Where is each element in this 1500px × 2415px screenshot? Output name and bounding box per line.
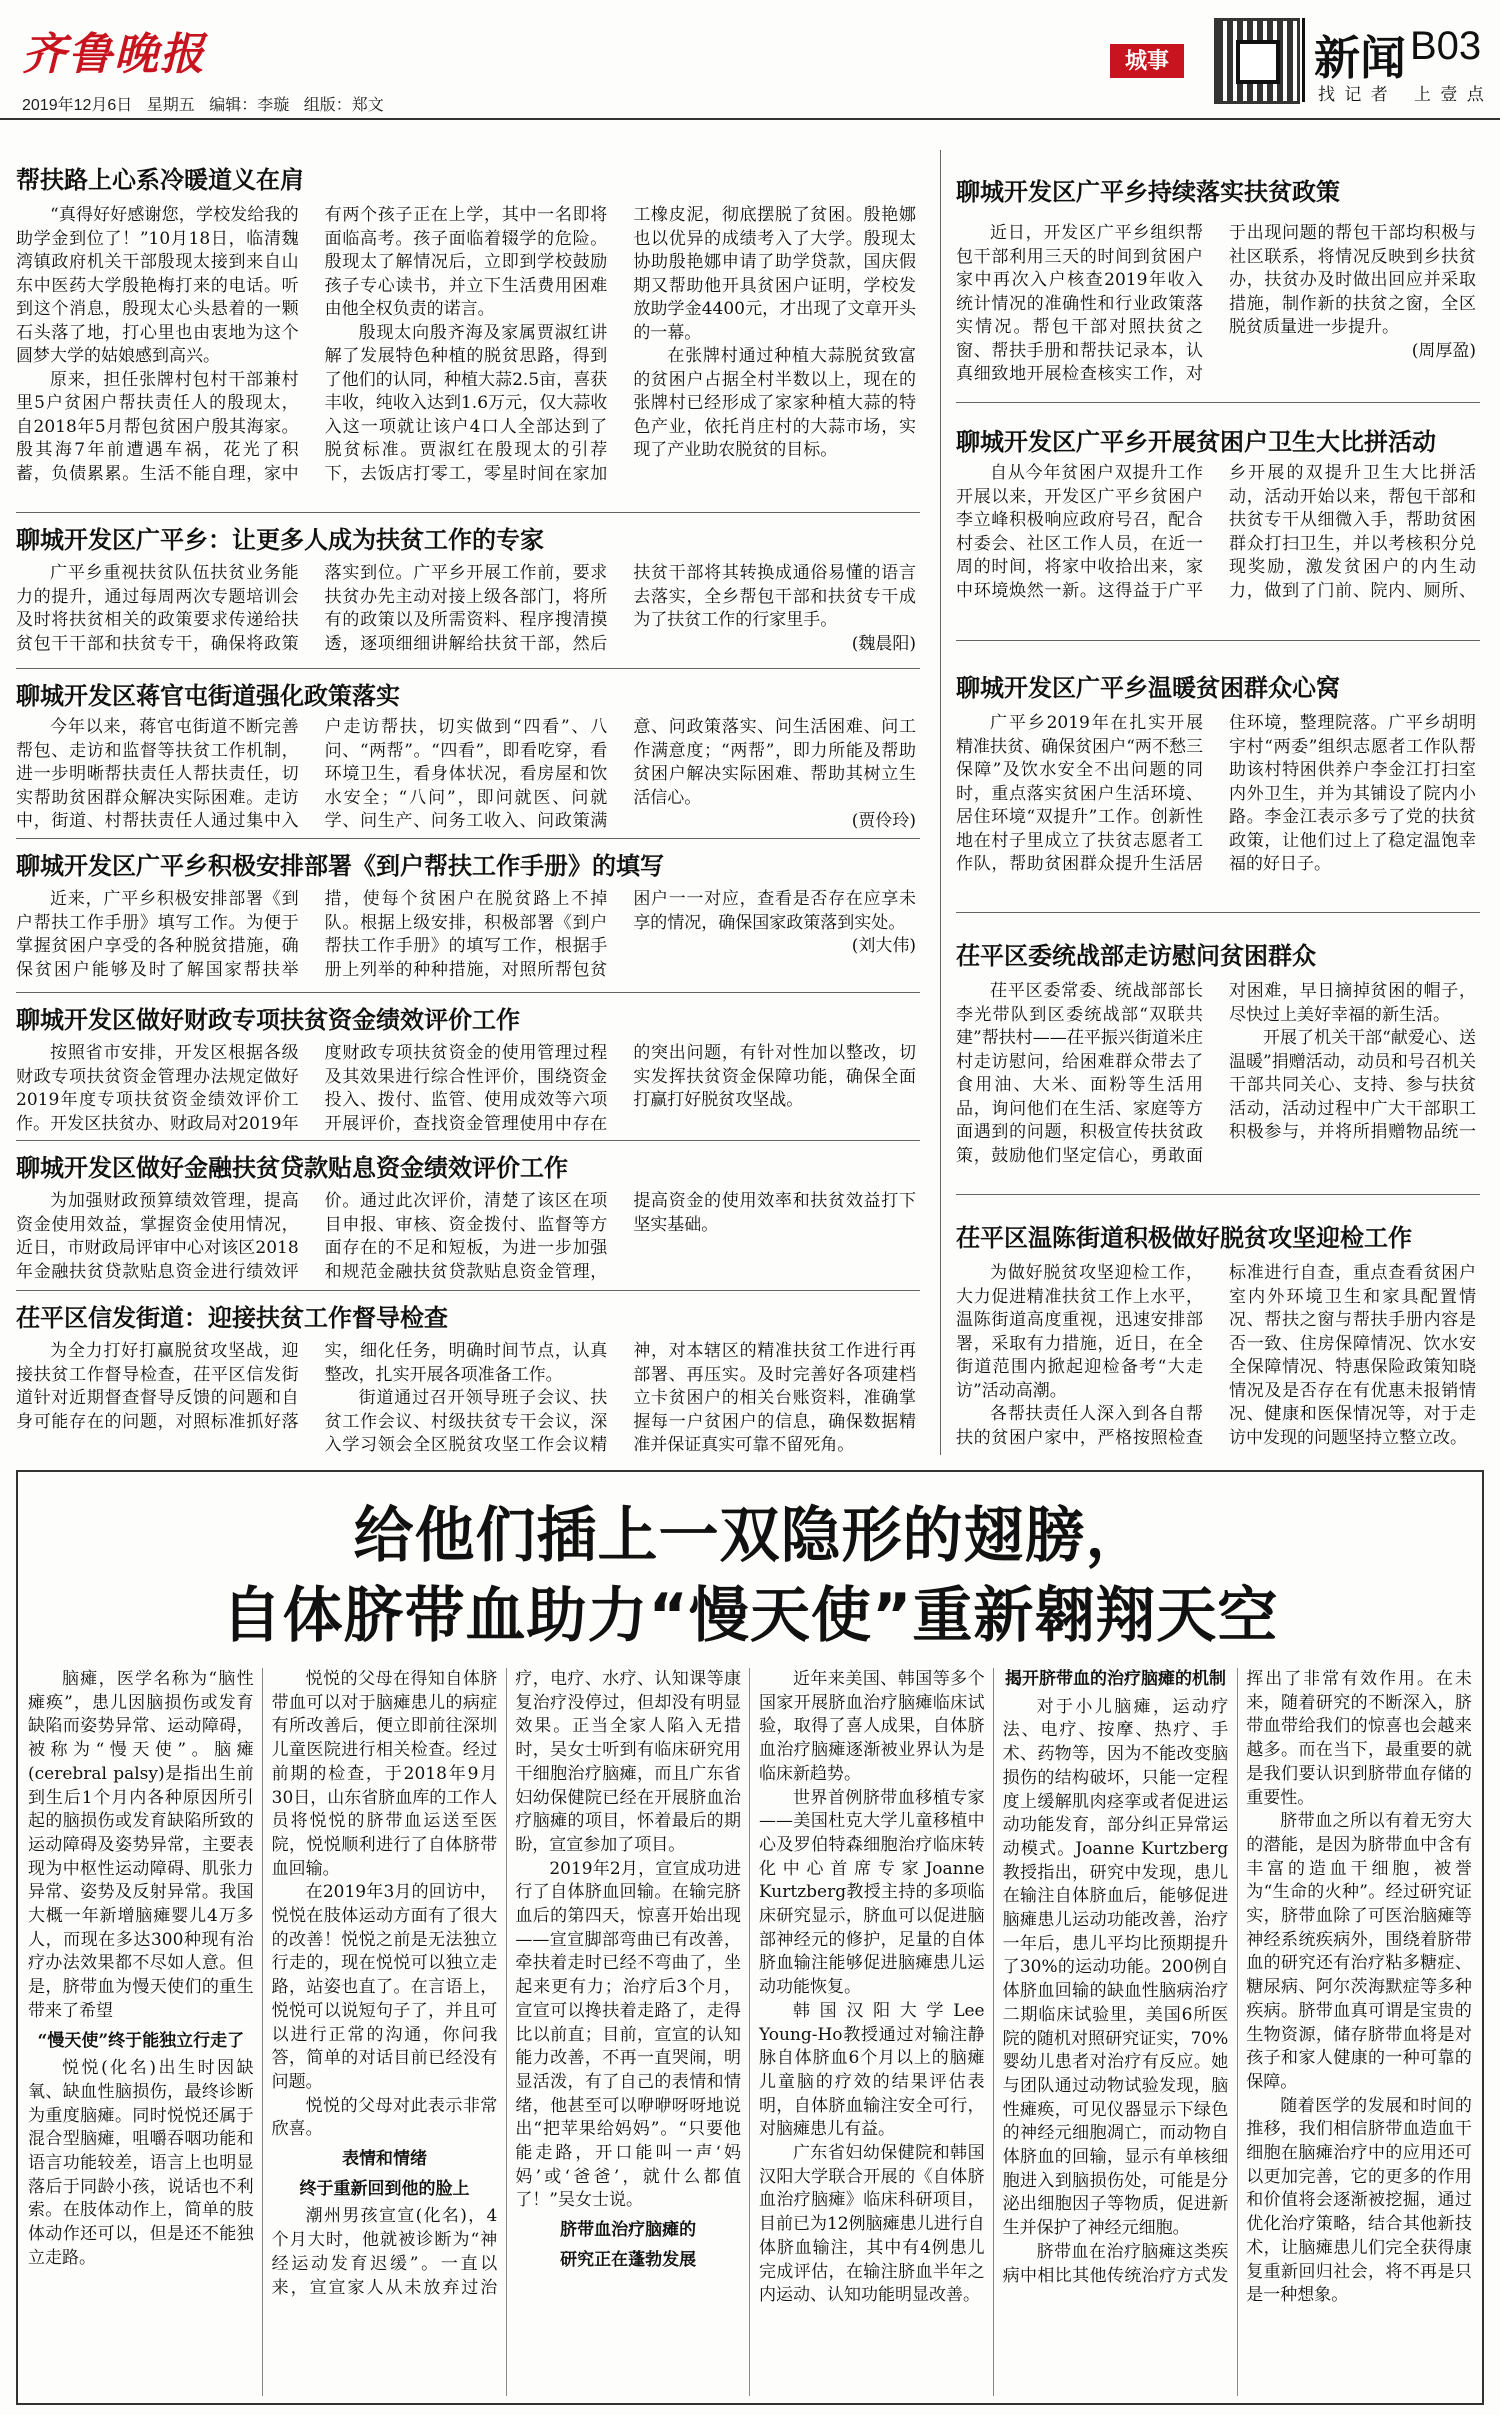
article-divider bbox=[956, 402, 1480, 403]
qr-code-center bbox=[1236, 40, 1280, 84]
article-body bbox=[956, 462, 1476, 622]
article-headline: 茌平区温陈街道积极做好脱贫攻坚迎检工作 bbox=[956, 1225, 1412, 1252]
dateline bbox=[22, 92, 384, 115]
article-headline: 茌平区信发街道：迎接扶贫工作督导检查 bbox=[16, 1305, 448, 1332]
article-body bbox=[956, 1262, 1476, 1458]
masthead-logo: 齐鲁晚报 bbox=[22, 29, 206, 80]
article-headline: 聊城开发区做好金融扶贫贷款贴息资金绩效评价工作 bbox=[16, 1155, 568, 1182]
article-paragraph: 在张牌村通过种植大蒜脱贫致富的贫困户占据全村半数以上，现在的张牌村已经形成了家家种植大蒜的特色产业，依托肖庄村的大蒜市场，实现了产业助农脱贫的目标。 bbox=[633, 346, 916, 460]
article-divider bbox=[16, 1140, 920, 1141]
feature-headline-line: 给他们插上一双隐形的翅膀， bbox=[353, 1501, 1147, 1571]
article-paragraph: 街道通过召开领导班子会议、扶贫工作会议、村级扶贫专干会议，深入学习领会全区脱贫攻坚工作会议精神，对本辖区的精准扶贫工作进行再部署、再压实。及时完善好各项建档立卡贫困户的相关台账资料，准确掌握每一户贫困户的信息，确保数据精准并保证真实可靠不留死角。 bbox=[324, 1341, 916, 1455]
article-paragraph: 各帮扶责任人深入到各自帮扶的贫困户家中，严格按照检查标准进行自查，重点查看贫困户室内外环境卫生和家具配置情况、帮扶之窗与帮扶手册内容是否一致、住房保障情况、饮水安全保障情况、特惠保险政策知晓情况及是否存在有优惠未报销情况、健康和医保情况等，对于走访中发现的问题坚持立整立改。 bbox=[956, 1263, 1476, 1448]
article-byline: (周厚盈) bbox=[1411, 340, 1476, 361]
feature-headline-line: 自体脐带血助力“慢天使”重新翱翔天空 bbox=[221, 1581, 1279, 1651]
article-body bbox=[956, 222, 1476, 394]
issue-date: 2019年12月6日 bbox=[22, 97, 133, 114]
article-headline: 聊城开发区广平乡积极安排部署《到户帮扶工作手册》的填写 bbox=[16, 853, 664, 880]
feature-paragraph: 对于小儿脑瘫，运动疗法、电疗、按摩、热疗、手术、药物等，因为不能改变脑损伤的结构破坏，只能一定程度上缓解肌肉痉挛或者促进运动功能发育，部分纠正异常运动模式。Joanne Kurtzberg教授指出，研究中发现，患儿在输注自体脐血后，能够促进脑瘫患儿运动功能改善，治疗一年后，患儿平均比预期提升了30%的运动功能。200例自体脐血回输的缺血性脑病治疗二期临床试验里，美国6所医院的随机对照研究证实，70%婴幼儿患者对治疗有反应。她与团队通过动物试验发现，脑性瘫痪，可见仪器显示下绿色的神经元细胞凋亡，而动物自体脐血的回输，显示有单核细胞进入到脑损伤处，可能是分泌出细胞因子等物质，促进新生并保护了神经元细胞。 bbox=[1002, 1696, 1229, 2239]
article-divider bbox=[16, 668, 920, 669]
section-tag: 城事 bbox=[1110, 44, 1184, 78]
article-headline: 茌平区委统战部走访慰问贫困群众 bbox=[956, 943, 1316, 970]
feature-subheading: “慢天使”终于能独立行走了 bbox=[37, 2030, 245, 2051]
feature-subheading: 研究正在蓬勃发展 bbox=[560, 2249, 697, 2270]
article-divider bbox=[16, 992, 920, 993]
feature-paragraph: 近年来美国、韩国等多个国家开展脐血治疗脑瘫临床试验，取得了喜人成果，自体脐血治疗脑瘫逐渐被业界认为是临床新趋势。 bbox=[758, 1669, 985, 1784]
article-body bbox=[16, 562, 916, 680]
article-paragraph: 广平乡重视扶贫队伍扶贫业务能力的提升，通过每周两次专题培训会及时将扶贫相关的政策要求传递给扶贫包干干部和扶贫专干，确保将政策落实到位。广平乡开展工作前，要求扶贫办先主动对接上级各部门，将所有的政策以及所需资料、程序搜清摸透，逐项细细讲解给扶贫干部，然后扶贫干部将其转换成通俗易懂的语言去落实，全乡帮包干部和扶贫专干成为了扶贫工作的行家里手。 bbox=[16, 563, 916, 654]
editor-credit: 编辑：李璇 bbox=[209, 97, 290, 114]
article-paragraph: 近日，开发区广平乡组织帮包干部利用三天的时间到贫困户家中再次入户核查2019年收入统计情况的准确性和行业政策落实情况。帮包干部对照扶贫之窗、帮扶手册和帮扶记录本，认真细致地开展检查核实工作，对于出现问题的帮包干部均积极与社区联系，将情况反映到乡扶贫办，扶贫办及时做出回应并采取措施，制作新的扶贫之窗，全区脱贫质量进一步提升。 bbox=[956, 223, 1476, 384]
article-body bbox=[16, 204, 916, 504]
article-divider bbox=[16, 1290, 920, 1291]
article-paragraph: 广平乡2019年在扎实开展精准扶贫、确保贫困户“两不愁三保障”及饮水安全不出问题的同时，重点落实贫困户生活环境、居住环境“双提升”工作。创新性地在村子里成立了扶贫志愿者工作队，帮助贫困群众提升生活居住环境，整理院落。广平乡胡明宇村“两委”组织志愿者工作队帮助该村特困供养户李金江打扫室内外卫生，并为其铺设了院内小路。李金江表示多亏了党的扶贫政策，让他们过上了稳定温饱幸福的好日子。 bbox=[956, 713, 1476, 874]
issue-weekday: 星期五 bbox=[146, 97, 195, 114]
feature-paragraph: 韩国汉阳大学Lee Young-Ho教授通过对输注静脉自体脐血6个月以上的脑瘫儿童脑的疗效的结果评估表明，自体脐血输注安全可行，对脑瘫患儿有益。 bbox=[758, 2000, 985, 2140]
article-body bbox=[16, 888, 916, 992]
feature-subheading: 脐带血治疗脑瘫的 bbox=[560, 2220, 697, 2241]
article-paragraph: 为加强财政预算绩效管理，提高资金使用效益，掌握资金使用情况，近日，市财政局评审中心对该区2018年金融扶贫贷款贴息资金进行绩效评价。通过此次评价，清楚了该区在项目申报、审核、资金拨付、监督等方面存在的不足和短板，为进一步加强和规范金融扶贫贷款贴息资金管理，提高资金的使用效率和扶贫效益打下坚实基础。 bbox=[16, 1191, 916, 1282]
feature-subheading: 揭开脐带血的治疗脑瘫的机制 bbox=[1004, 1669, 1226, 1689]
column-divider bbox=[940, 150, 941, 1455]
article-body bbox=[16, 1340, 916, 1462]
article-headline: 聊城开发区蒋官屯街道强化政策落实 bbox=[16, 683, 400, 710]
article-paragraph: 自从今年贫困户双提升工作开展以来，开发区广平乡贫困户李立峰积极响应政府号召，配合村委会、社区工作人员，在近一周的时间，将家中收拾出来，家中环境焕然一新。这得益于广平乡开展的双提升卫生大比拼活动，活动开始以来，帮包干部和扶贫专干从细微入手，帮助贫困群众打扫卫生，并以考核积分兑现奖励，激发贫困户的内生动力，做到了门前、院内、厕所、 bbox=[956, 463, 1476, 601]
article-body bbox=[16, 716, 916, 838]
feature-paragraph: 在2019年3月的回访中，悦悦在肢体运动方面有了很大的改善！悦悦之前是无法独立行走的，现在悦悦可以独立走路，站姿也直了。在言语上，悦悦可以说短句子了，并且可以进行正常的沟通，你问我答，简单的对话目前已经没有问题。 bbox=[271, 1882, 498, 2092]
header-rule bbox=[0, 118, 1500, 120]
article-paragraph: 殷现太向殷齐海及家属贾淑红讲解了发展特色种植的脱贫思路，得到了他们的认同，种植大蒜2.5亩，喜获丰收，纯收入达到1.6万元，仅大蒜收入这一项就让该户4口人全部达到了脱贫标准。贾淑红在殷现太的引荐下，去饭店打零工，零星时间在家加工橡皮泥，彻底摆脱了贫困。殷艳娜也以优异的成绩考入了大学。殷现太协助殷艳娜申请了助学贷款，国庆假期又帮助他开具贫困户证明，学校发放助学金4400元，才出现了文章开头的一幕。 bbox=[324, 205, 916, 484]
article-headline: 帮扶路上心系冷暖道义在肩 bbox=[16, 167, 304, 194]
article-paragraph: 原来，担任张牌村包村干部兼村里5户贫困户帮扶责任人的殷现太，自2018年5月帮包贫困户殷其海家。殷其海7年前遭遇车祸，花光了积蓄，负债累累。生活不能自理，家中有两个孩子正在上学，其中一名即将面临高考。孩子面临着辍学的危险。殷现太了解情况后，立即到学校鼓励孩子专心读书，并立下生活费用困难由他全权负责的诺言。 bbox=[16, 205, 608, 484]
article-divider bbox=[16, 512, 920, 513]
feature-headline bbox=[16, 1496, 1484, 1656]
article-paragraph: 今年以来，蒋官屯街道不断完善帮包、走访和监督等扶贫工作机制，进一步明晰帮扶责任人帮扶责任，切实帮助贫困群众解决实际困难。走访中，街道、村帮扶责任人通过集中入户走访帮扶，切实做到“四看”、八问、“两帮”。“四看”，即看吃穿，看环境卫生，看身体状况，看房屋和饮水安全；“八问”，即问就医、问就学、问生产、问务工收入、问政策满意、问政策落实、问生活困难、问工作满意度；“两帮”，即力所能及帮助贫困户解决实际困难、帮助其树立生活信心。 bbox=[16, 717, 916, 831]
article-headline: 聊城开发区广平乡持续落实扶贫政策 bbox=[956, 179, 1340, 206]
feature-paragraph: 脑瘫，医学名称为“脑性瘫痪”，患儿因脑损伤或发育缺陷而姿势异常、运动障碍，被称为“慢天使”。脑瘫(cerebral palsy)是指出生前到生后1个月内各种原因所引起的脑损伤或发育缺陷所致的运动障碍及姿势异常，主要表现为中枢性运动障碍、肌张力异常、姿势及反射异常。我国大概一年新增脑瘫婴儿4万多人，而现在多达300种现有治疗办法效果都不尽如人意。但是，脐带血为慢天使们的重生带来了希望 bbox=[28, 1669, 254, 2021]
article-body bbox=[16, 1042, 916, 1138]
feature-paragraph: 随着医学的发展和时间的推移，我们相信脐带血造血干细胞在脑瘫治疗中的应用还可以更加完善，它的更多的作用和价值将会逐渐被挖掘，通过优化治疗策略，结合其他新技术，让脑瘫患儿们完全获得康复重新回归社会，将不再是只是一种想象。 bbox=[1246, 2095, 1472, 2306]
article-byline: (贾伶玲) bbox=[851, 811, 916, 831]
article-byline: (魏晨阳) bbox=[851, 633, 916, 654]
header-divider bbox=[1302, 18, 1305, 102]
article-headline: 聊城开发区做好财政专项扶贫资金绩效评价工作 bbox=[16, 1007, 520, 1034]
article-divider bbox=[956, 1194, 1480, 1195]
feature-body bbox=[28, 1668, 1472, 2396]
feature-paragraph: 广东省妇幼保健院和韩国汉阳大学联合开展的《自体脐血治疗脑瘫》临床科研项目，目前已为12例脑瘫患儿进行自体脐血输注，其中有4例患儿完成评估，在输注脐血半年之内运动、认知功能明显改善。 bbox=[758, 2143, 985, 2306]
article-paragraph: 为全力打好打赢脱贫攻坚战，迎接扶贫工作督导检查，茌平区信发街道针对近期督查督导反馈的问题和自身可能存在的问题，对照标准抓好落实，细化任务，明确时间节点，认真整改，扎实开展各项准备工作。 bbox=[16, 1341, 608, 1432]
feature-paragraph: 脐带血在治疗脑瘫这类疾病中相比其他传统治疗方式发挥出了非常有效作用。在未来，随着研究的不断深入，脐带血带给我们的惊喜也会越来越多。而在当下，最重要的就是我们要认识到脐带血存储的重要性。 bbox=[1002, 1669, 1472, 2286]
article-headline: 聊城开发区广平乡：让更多人成为扶贫工作的专家 bbox=[16, 527, 544, 554]
article-paragraph: 为做好脱贫攻坚迎检工作，大力促进精准扶贫工作上水平，温陈街道高度重视，迅速安排部署，采取有力措施，近日，在全街道范围内掀起迎检备考“大走访”活动高潮。 bbox=[956, 1263, 1203, 1401]
feature-paragraph: 悦悦(化名)出生时因缺氧、缺血性脑损伤，最终诊断为重度脑瘫。同时悦悦还属于混合型脑瘫，咀嚼吞咽功能和语言功能较差，语言上也明显落后于同龄小孩，说话也不利索。在肢体动作上，简单的肢体动作还可以，但是还不能独立走路。 bbox=[28, 2058, 254, 2268]
feature-subheading: 表情和情绪 bbox=[341, 2149, 427, 2170]
article-divider bbox=[16, 838, 920, 839]
article-body bbox=[16, 1190, 916, 1286]
article-byline: (刘大伟) bbox=[851, 936, 916, 956]
page-number: B03 bbox=[1410, 24, 1482, 68]
article-headline: 聊城开发区广平乡开展贫困户卫生大比拼活动 bbox=[956, 429, 1436, 456]
article-paragraph: 近来，广平乡积极安排部署《到户帮扶工作手册》填写工作。为便于掌握贫困户享受的各种脱贫措施，确保贫困户能够及时了解国家帮扶举措，使每个贫困户在脱贫路上不掉队。根据上级安排，积极部署《到户帮扶工作手册》的填写工作，根据手册上列举的种种措施，对照所帮包贫困户一一对应，查看是否存在应享未享的情况，确保国家政策落到实处。 bbox=[16, 889, 916, 980]
layout-credit: 组版：郑文 bbox=[303, 97, 384, 114]
feature-paragraph: 悦悦的父母在得知自体脐带血可以对于脑瘫患儿的病症有所改善后，便立即前往深圳儿童医院进行相关检查。经过前期的检查，于2018年9月30日，山东省脐血库的工作人员将悦悦的脐带血运送至医院，悦悦顺利进行了自体脐带血回输。 bbox=[271, 1669, 498, 1879]
reporter-label: 找 记 者 bbox=[1318, 85, 1388, 105]
article-divider bbox=[956, 640, 1480, 641]
article-paragraph: 按照省市安排，开发区根据各级财政专项扶贫资金管理办法规定做好2019年度专项扶贫资金绩效评价工作。开发区扶贫办、财政局对2019年度财政专项扶贫资金的使用管理过程及其效果进行综合性评价，围绕资金投入、拨付、监管、使用成效等六项开展评价，查找资金管理使用中存在的突出问题，有针对性加以整改，切实发挥扶贫资金保障功能，确保全面打赢打好脱贫攻坚战。 bbox=[16, 1043, 916, 1134]
article-body bbox=[956, 980, 1476, 1182]
feature-paragraph: 2019年2月，宣宣成功进行了自体脐血回输。在输完脐血后的第四天，惊喜开始出现——宣宣脚部弯曲已有改善，牵扶着走时已经不弯曲了，坐起来更有力；治疗后3个月，宣宣可以搀扶着走路了，走得比以前直；目前，宣宣的认知能力改善，不再一直哭闹，明显活泼，有了自己的表情和情绪，他甚至可以咿咿呀呀地说出“把苹果给妈妈”。“只要他能走路，开口能叫一声‘妈妈’或‘爸爸’，就什么都值了！”吴女士说。 bbox=[515, 1858, 741, 2211]
article-headline: 聊城开发区广平乡温暖贫困群众心窝 bbox=[956, 675, 1340, 702]
article-paragraph: 茌平区委常委、统战部部长李光带队到区委统战部“双联共建”帮扶村——茌平振兴街道米庄村走访慰问，给困难群众带去了食用油、大米、面粉等生活用品，询问他们在生活、家庭等方面遇到的问题，积极宣传扶贫政策，鼓励他们坚定信心，勇敢面对困难，早日摘掉贫困的帽子，尽快过上美好幸福的新生活。 bbox=[956, 981, 1476, 1166]
feature-paragraph: 脐带血之所以有着无穷大的潜能，是因为脐带血中含有丰富的造血干细胞，被誉为“生命的火种”。经过研究证实，脐带血除了可医治脑瘫等神经系统疾病外，围绕着脐带血的研究还有治疗粘多糖症、糖尿病、阿尔茨海默症等多种疾病。脐带血真可谓是宝贵的生物资源，储存脐带血将是对孩子和家人健康的一种可靠的保障。 bbox=[1246, 1811, 1472, 2092]
article-body bbox=[956, 712, 1476, 896]
feature-paragraph: 世界首例脐带血移植专家——美国杜克大学儿童移植中心及罗伯特森细胞治疗临床转化中心首席专家Joanne Kurtzberg教授主持的多项临床研究显示，脐血可以促进脑部神经元的修护，足量的自体脐血输注能够促进脑瘫患儿运动功能恢复。 bbox=[758, 1787, 985, 1998]
reporter-app: 上 壹 点 bbox=[1414, 85, 1484, 105]
section-name: 新闻 bbox=[1314, 32, 1406, 84]
article-divider bbox=[956, 912, 1480, 913]
feature-paragraph: 悦悦的父母对此表示非常欣喜。 bbox=[271, 2095, 498, 2140]
article-paragraph: 开展了机关干部“献爱心、送温暖”捐赠活动，动员和号召机关干部共同关心、支持、参与扶贫活动，活动过程中广大干部职工积极参与，并将所捐赠物品统一 bbox=[1229, 1028, 1476, 1142]
feature-subheading: 终于重新回到他的脸上 bbox=[299, 2178, 470, 2199]
article-paragraph: “真得好好感谢您，学校发给我的助学金到位了！”10月18日，临清魏湾镇政府机关干部殷现太接到来自山东中医药大学殷艳梅打来的电话。听到这个消息，殷现太心头悬着的一颗石头落了地，打心里也由衷地为这个圆梦大学的姑娘感到高兴。 bbox=[16, 205, 299, 366]
feature-paragraph: 潮州男孩宣宣(化名)，4个月大时，他就被诊断为“神经运动发育迟缓”。一直以来，宣宣家人从未放弃过治疗，电疗、水疗、认知课等康复治疗没停过，但却没有明显效果。正当全家人陷入无措时，吴女士听到有临床研究用干细胞治疗脑瘫，而且广东省妇幼保健院已经在开展脐血治疗脑瘫的项目，怀着最后的期盼，宣宣参加了项目。 bbox=[271, 1669, 741, 2298]
